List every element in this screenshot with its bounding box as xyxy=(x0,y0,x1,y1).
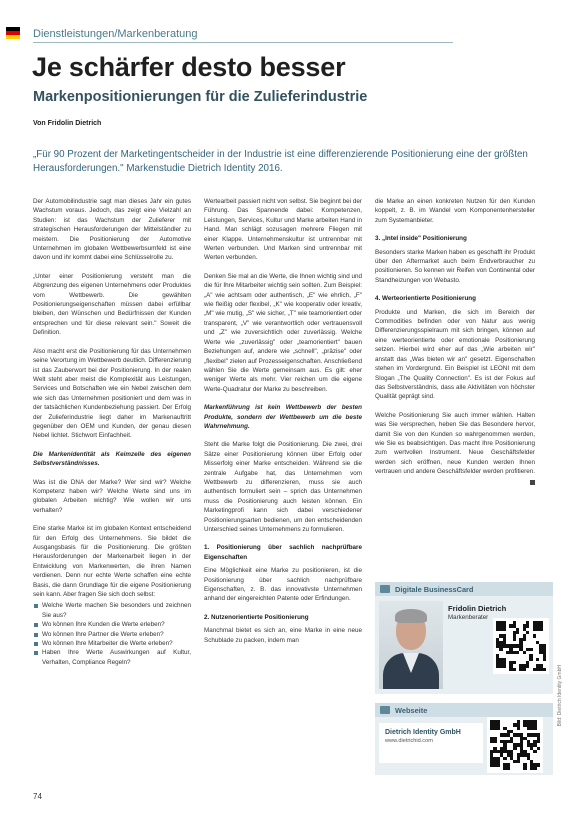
article-title: Je schärfer desto besser xyxy=(32,52,346,82)
website-info xyxy=(379,723,483,763)
paragraph: Was ist die DNA der Marke? Wer sind wir? Welche Kompetenz haben wir? Welche Werte sind uns im globalen Arbeiten wichtig? Wie wollen wir uns verhalten? xyxy=(33,478,191,514)
article-subtitle: Markenpositionierungen für die Zulieferindustrie xyxy=(33,89,368,105)
paragraph: Manchmal bietet es sich an, eine Marke in eine neue Schublade zu packen, indem man xyxy=(204,627,362,644)
paragraph: Produkte und Marken, die sich im Bereich der Commodities befinden oder von Natur aus wenig Differenzierungsspielraum mit sich bringen, können auf eine werteorientierte oder emotionale Positionierung setzen. Hierbei wird eher auf das „Wie arbeiten wir" anstatt das „Was bieten wir an" gesetzt. Eigenschaften stehen im Vordergrund. Ein Beispiel ist LEONI mit dem Slogan „The Quality Connection". Es ist der Fokus auf das Selbstverständnis, dass alle Aktivitäten von höchster Qualität geprägt sind. xyxy=(375,308,535,401)
digital-business-card xyxy=(375,582,553,694)
list-item: Wo können Ihre Kunden die Werte erleben? xyxy=(33,620,191,629)
kicker-divider xyxy=(33,42,453,43)
paragraph: Der Automobilindustrie sagt man dieses Jahr ein gutes Wachstum voraus. Jedoch, das zeigt eine Vielzahl an Studien: ist das Wachstum der Zulieferer mit strategischen Herausforderungen der Mittelständler zu meistern. Die Positionierung der Automotive Unternehmen im globalen Wettbewerbsumfeld ist eine davon und ihr kommt dabei eine Schlüsselrolle zu. xyxy=(33,198,191,262)
portrait-photo xyxy=(379,601,443,689)
globe-icon xyxy=(380,706,390,714)
section-kicker: Dienstleistungen/Markenberatung xyxy=(33,28,198,40)
vcard-qr-code[interactable] xyxy=(493,618,549,674)
list-item: Haben Ihre Werte Auswirkungen auf Kultur, Verhalten, Compliance Regeln? xyxy=(33,648,191,667)
paragraph: Wertearbeit passiert nicht von selbst. Sie beginnt bei der Führung. Das Spannende dabei: Kompetenzen, Leistungen, Services, Kultur und Marke arbeiten Hand in Hand. Man schlägt sozusagen mehrere Fliegen mit einer Klappe. Unternehmenskultur ist untrennbar mit Werten verbunden. Und Marken sind untrennbar mit Werten verbunden. xyxy=(204,198,362,262)
paragraph: Eine starke Marke ist im globalen Kontext entscheidend für den Erfolg des Unternehmens. Sie bildet die Ausgangsbasis für die Positionierung. Die größten Herausforderungen der Markenarbeit liegen in der Entwicklung von Markenwerten, die ihren Namen verdienen. Denn nur echte Werte schaffen eine echte Basis, die dann Grundlage für die eigene Positionierung sein kann. Aber fragen Sie sich doch selbst: xyxy=(33,525,191,599)
text-column-3 xyxy=(375,197,535,486)
subheading: Markenführung ist kein Wettbewerb der besten Produkte, sondern der Wettbewerb um die beste Wahrnehmung. xyxy=(204,404,362,430)
paragraph: Eine Möglichkeit eine Marke zu positionieren, ist die Positionierung über sachlich nachprüfbare Eigenschaften, z. B. das innovativste Unternehmen anhand der eingereichten Patente oder Erfindungen. xyxy=(204,567,362,603)
end-mark-icon xyxy=(530,480,535,485)
business-card-icon xyxy=(380,585,390,593)
card-heading: Webseite xyxy=(395,706,428,715)
section-heading: 2. Nutzenorientierte Positionierung xyxy=(204,613,309,621)
website-url[interactable]: www.dietrichid.com xyxy=(385,738,433,744)
photo-credit: Bild: Dietrich Identity GmbH xyxy=(557,665,563,727)
company-name: Dietrich Identity GmbH xyxy=(385,729,461,736)
text-column-2 xyxy=(204,197,362,654)
list-item: Wo können Ihre Mitarbeiter die Werte erleben? xyxy=(33,639,191,648)
paragraph: „Unter einer Positionierung versteht man die Abgrenzung des eigenen Unternehmens oder Produktes vom Wettbewerb. Die gewählten Positionierungseigenschaften müssen dabei erfüllbar bleiben, den Wünschen und Bedürfnissen der Kunden entsprechen und für diese relevant sein." Soweit die Definition. xyxy=(33,272,191,337)
subheading: Die Markenidentität als Keimzelle des eigenen Selbstverständnisses. xyxy=(33,450,191,468)
paragraph: Denken Sie mal an die Werte, die Ihnen wichtig sind und die für Ihre Mitarbeiter wichtig sein sollten. Zum Beispiel: „A" wie achtsam oder authentisch, „E" wie ehrlich, „F" wie fleißig oder flexibel, „K" wie kooperativ oder kreativ, „M" wie mutig, „S" wie sicher, „T" wie teamorientiert oder transparent, „V" wie verantwortlich oder vertrauensvoll und „Z" wie zuversichtlich oder zuverlässig. Welche Werte wie „zuverlässig" oder „teamorientiert" bauen Beziehungen auf, andere wie „schnell", „präzise" oder „flexibel" zielen auf Prozesseigenschaften. Anschließend wählen Sie die Werte gemeinsam aus. Es gilt: eher weniger Werte als mehr. Vier reichen um die eigene Werte-Quadratur der Marke zu beschreiben. xyxy=(204,272,362,393)
section-heading: 4. Werteorientierte Positionierung xyxy=(375,295,477,303)
qr-pattern xyxy=(490,720,540,770)
paragraph: Also macht erst die Positionierung für das Unternehmen seine Verortung im Wettbewerb deutlich. Differenzierung ist das Zauberwort bei der Positionierung. In der realen Welt steht aber meist die Komplexität aus Leistungen, Services und Botschaften wie ein Nebel zwischen dem wie sich das Unternehmen positioniert und dem was in der tatsächlichen Kundenbeziehung passiert. Der Erfolg der Zulieferindustrie liegt daher im Markenauftritt gegenüber den OEM und Kunden, der genau diesen Nebel lichtet. Stichwort Einfachheit. xyxy=(33,347,191,440)
paragraph: Steht die Marke folgt die Positionierung. Die zwei, drei Sätze einer Positionierung können über Erfolg oder Misserfolg einer Marke entscheiden. Während sie die zentrale Aufgabe hat, das Unternehmen vom Wettbewerb zu differenzieren, muss sie auch authentisch formuliert sein – sprich das Unternehmen muss die Positionierung auch leisten können. Ein Marketingprofi kann sich dabei verschiedener Positionierungsarten bedienen, um den entscheidenden Unterschied seines Unternehmens zu formulieren. xyxy=(204,441,362,533)
website-card xyxy=(375,703,553,775)
value-question-list xyxy=(33,601,191,667)
card-header xyxy=(375,582,553,596)
card-header xyxy=(375,703,553,717)
page-number: 74 xyxy=(33,792,42,801)
contact-role: Markenberater xyxy=(448,614,489,621)
intro-quote: „Für 90 Prozent der Marketingentscheider in der Industrie ist eine differenzierende Positionierung eine der größten Herausforderungen." Markenstudie Dietrich Identity 2016. xyxy=(33,149,528,174)
closing-paragraph: Welche Positionierung Sie auch immer wählen. Halten was Sie versprechen, heben Sie das Besondere hervor, damit Sie von den Kunden so wahrgenommen werden, wie Sie es beabsichtigen. Das macht Ihre Positionierung zum wertvollen Instrument. Neue Geschäftsfelder werden sich eröffnen, neue Kunden werden Ihnen vertrauen und andere Geschäftsfelder werden profitieren. xyxy=(375,411,535,476)
section-heading: 3. „Intel inside" Positionierung xyxy=(375,235,467,243)
paragraph: Besonders starke Marken haben es geschafft ihr Produkt über den Aftermarket auch beim Endverbraucher zu positionieren. So kennen wir Reifen von Continental oder Standheizungen von Webasto. xyxy=(375,248,535,284)
section-heading: 1. Positionierung über sachlich nachprüfbare Eigenschaften xyxy=(204,544,362,561)
text-column-1 xyxy=(33,197,191,673)
paragraph xyxy=(375,411,535,477)
list-item: Welche Werte machen Sie besonders und zeichnen Sie aus? xyxy=(33,601,191,620)
list-item: Wo können Ihre Partner die Werte erleben? xyxy=(33,630,191,639)
website-qr-code[interactable] xyxy=(487,717,543,773)
contact-name: Fridolin Dietrich xyxy=(448,604,507,613)
paragraph: die Marke an einen konkreten Nutzen für den Kunden koppelt, z. B. im Wandel vom Komponentenhersteller zum Systemanbieter. xyxy=(375,198,535,224)
author-line: Von Fridolin Dietrich xyxy=(33,120,102,127)
card-heading: Digitale BusinessCard xyxy=(395,585,474,594)
german-flag-icon xyxy=(6,27,20,39)
qr-pattern xyxy=(496,621,546,671)
